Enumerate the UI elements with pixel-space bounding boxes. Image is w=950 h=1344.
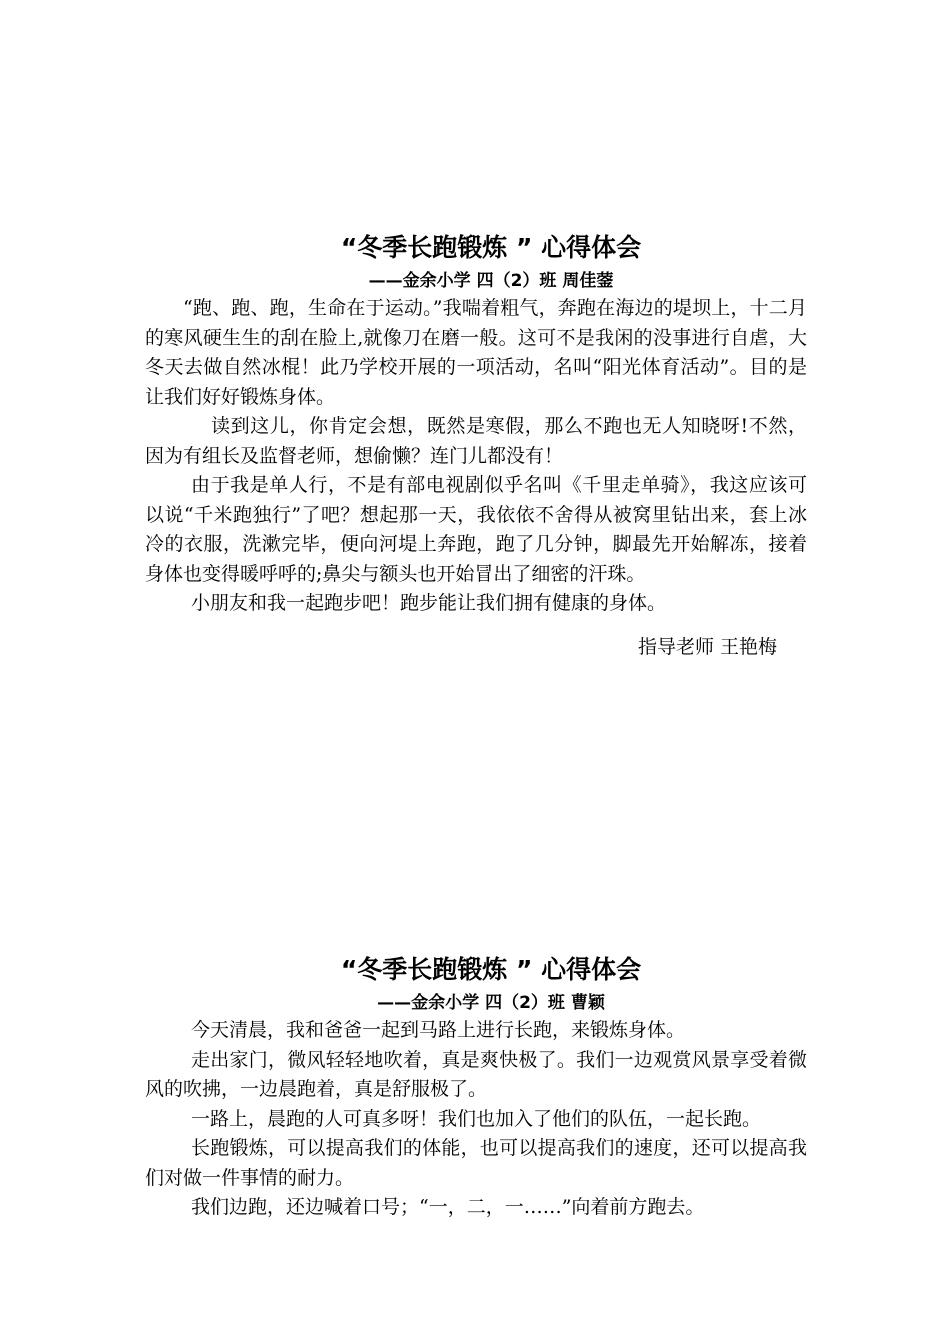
essay-1-title: “冬季长跑锻炼 ” 心得体会 — [340, 233, 642, 262]
essay-1-paragraph: 小朋友和我一起跑步吧！跑步能让我们拥有健康的身体。 — [191, 592, 667, 614]
spacer — [145, 619, 807, 633]
essay-1-byline: ——金余小学 四（2）班 周佳蓥 — [368, 271, 614, 291]
teacher-signature: 指导老师 王艳梅 — [637, 635, 777, 658]
essay-2-paragraph: 今天清晨，我和爸爸一起到马路上进行长跑，来锻炼身体。 — [191, 1019, 686, 1041]
essay-2 — [145, 950, 807, 1223]
essay-2-byline: ——金余小学 四（2）班 曹颖 — [377, 993, 605, 1013]
essay-1 — [145, 228, 807, 662]
essay-1-paragraph: 由于我是单人行，不是有部电视剧似乎名叫《千里走单骑》，我这应该可以说“千米跑独行”了吧？想起那一天，我依依不舍得从被窝里钻出来，套上冰冷的衣服，洗漱完毕，便向河堤上奔跑，跑了几分钟，脚最先开始解冻，接着身体也变得暖呼呼的;鼻尖与额头也开始冒出了细密的汗珠。 — [145, 474, 807, 585]
essay-2-title: “冬季长跑锻炼 ” 心得体会 — [340, 955, 642, 984]
essay-2-paragraph: 长跑锻炼，可以提高我们的体能，也可以提高我们的速度，还可以提高我们对做一件事情的耐力。 — [145, 1137, 807, 1189]
essay-2-paragraph: 一路上，晨跑的人可真多呀！我们也加入了他们的队伍，一起长跑。 — [191, 1107, 762, 1130]
essay-1-paragraph: “跑、跑、跑，生命在于运动。”我喘着粗气，奔跑在海边的堤坝上，十二月的寒风硬生生的刮在脸上,就像刀在磨一般。这可不是我闲的没事进行自虐，大冬天去做自然冰棍！此乃学校开展的一项活动，名叫“阳光体育活动”。目的是让我们好好锻炼身体。 — [145, 297, 807, 408]
essay-2-paragraph: 走出家门，微风轻轻地吹着，真是爽快极了。我们一边观赏风景享受着微风的吹拂，一边晨跑着，真是舒服极了。 — [145, 1048, 807, 1100]
essay-1-paragraph: 读到这儿，你肯定会想，既然是寒假，那么不跑也无人知晓呀!不然，因为有组长及监督老师，想偷懒？连门儿都没有！ — [145, 415, 807, 467]
essay-2-paragraph: 我们边跑，还边喊着口号；“一，二，一……”向着前方跑去。 — [191, 1196, 705, 1218]
